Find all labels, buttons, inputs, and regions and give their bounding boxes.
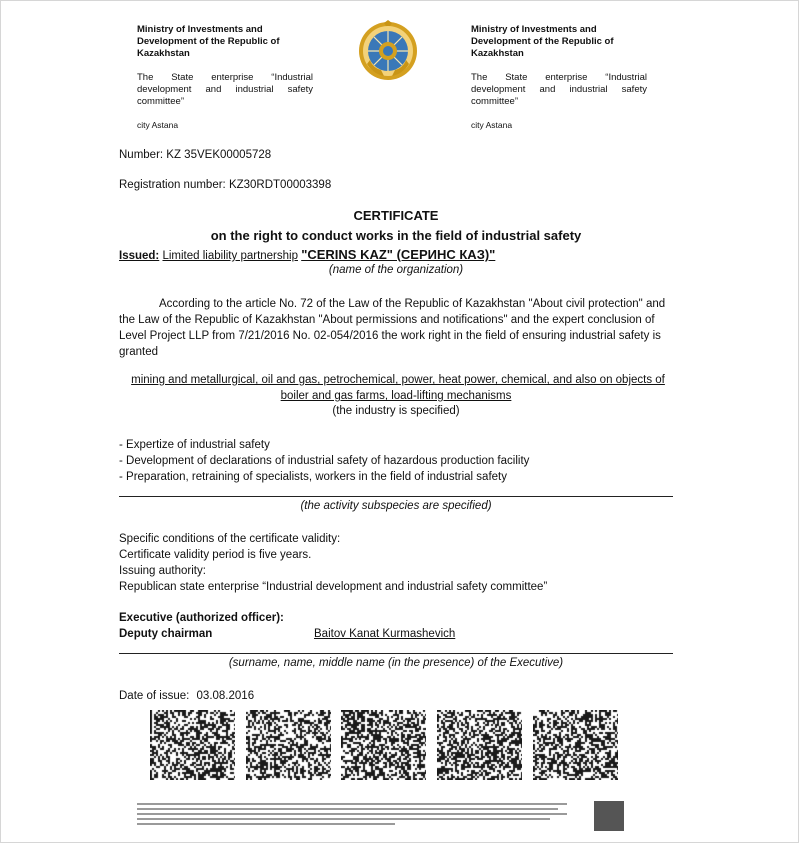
title-subtitle: on the right to conduct works in the field of industrial safety [210, 228, 582, 243]
barcode-image [341, 710, 426, 780]
header-left-city: city Astana [137, 120, 179, 130]
conditions-validity: Certificate validity period is five years. [119, 549, 312, 561]
title-certificate: CERTIFICATE [353, 208, 439, 223]
executive-caption: (surname, name, middle name (in the presence) of the Executive) [228, 657, 564, 669]
industry-caption: (the industry is specified) [332, 405, 460, 417]
basis-paragraph: According to the article No. 72 of the Law of the Republic of Kazakhstan "About civil protection" and the Law of the Republic of Kazakhstan "About permissions and notifications" and the expert conclusion of Level Project LLP from 7/21/2016 No. 02-054/2016 the work right in the field of ensuring industrial safety is granted [119, 298, 666, 358]
date-of-issue-label: Date of issue: [119, 690, 190, 702]
kazakhstan-emblem-icon [357, 20, 419, 82]
issued-caption: (name of the organization) [328, 264, 464, 276]
activity-item: - Preparation, retraining of specialists, workers in the field of industrial safety [119, 471, 507, 483]
executive-name: Baitov Kanat Kurmashevich [314, 628, 456, 640]
header-right-city: city Astana [471, 120, 513, 130]
issued-label: Issued: [119, 250, 160, 262]
issued-org-type: Limited liability partnership [162, 250, 298, 262]
header-left [137, 24, 313, 130]
qr-code-image [594, 801, 624, 831]
authority-label: Issuing authority: [119, 565, 206, 577]
barcode-image [437, 710, 522, 780]
executive-divider [119, 653, 673, 654]
header-right [471, 24, 647, 130]
registration-number: Registration number: KZ30RDT00003398 [119, 179, 332, 191]
issuing-authority: Republican state enterprise “Industrial development and industrial safety committee” [119, 581, 548, 593]
barcode-image [246, 710, 331, 780]
activity-item: - Development of declarations of industrial safety of hazardous production facility [119, 455, 530, 467]
activities-caption: (the activity subspecies are specified) [300, 500, 492, 512]
certificate-number: Number: KZ 35VEK00005728 [119, 149, 272, 161]
issued-org-name: "CERINS KAZ" (СЕРИНС КАЗ)" [301, 247, 496, 262]
industry-line-1: mining and metallurgical, oil and gas, petrochemical, power, heat power, chemical, and also on objects of [131, 374, 665, 386]
industry-line-2: boiler and gas farms, load-lifting mechanisms [280, 390, 512, 402]
header-right-ministry: Ministry of Investments and Development of the Republic of Kazakhstan [471, 24, 614, 59]
footer-fine-print [137, 803, 567, 829]
executive-label: Executive (authorized officer): [119, 612, 284, 624]
date-of-issue-value: 03.08.2016 [196, 690, 255, 702]
activity-item: - Expertize of industrial safety [119, 439, 270, 451]
date-of-issue [119, 688, 254, 704]
header-left-ministry: Ministry of Investments and Development of the Republic of Kazakhstan [137, 24, 280, 59]
barcode-image [150, 710, 235, 780]
conditions-label: Specific conditions of the certificate validity: [119, 533, 341, 545]
header-left-enterprise: The State enterprise “Industrial development and industrial safety committee” [137, 72, 313, 107]
issued-line [119, 247, 495, 262]
activities-divider [119, 496, 673, 497]
header-right-enterprise: The State enterprise “Industrial development and industrial safety committee” [471, 72, 647, 107]
executive-position: Deputy chairman [119, 628, 213, 640]
barcode-image [533, 710, 618, 780]
